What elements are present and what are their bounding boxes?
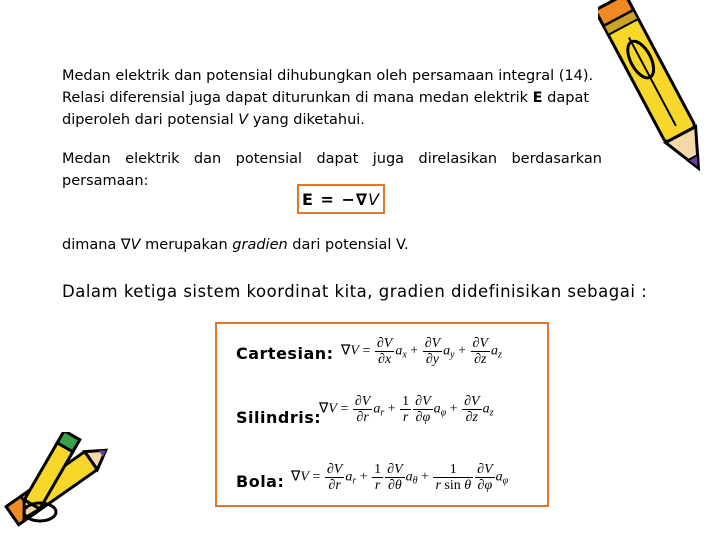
paragraph-coordinate-systems: Dalam ketiga sistem koordinat kita, gradien didefinisikan sebagai : (62, 282, 648, 301)
paragraph-gradient-def (62, 234, 409, 256)
formula-cartesian: ∇V = $\frac{\partial V}{\partial x}$ $a_x$ + $\frac{\partial V}{\partial y}$ $a_y$ + $\frac{\partial V}{\partial z}$ $a_z$ (341, 336, 502, 367)
pencils-icon (0, 432, 120, 540)
gradient-var: V (130, 237, 141, 253)
label-cartesian: Cartesian: (236, 344, 334, 363)
intro-text-end: yang diketahui. (248, 112, 365, 128)
intro-text-middle: dapat diperoleh dari potensial (62, 90, 590, 128)
formula-cylindrical: ∇V = $\frac{\partial V}{\partial r}$ $a_r$ + $\frac{1}{r}$ $\frac{\partial V}{\partial\varphi}$ $a_\varphi$ + $\frac{\partial V}{\partial z}$ $a_z$ (319, 394, 494, 425)
pencil-icon (598, 0, 716, 180)
gradient-text-start: dimana ∇ (62, 237, 131, 253)
paragraph-relation: Medan elektrik dan potensial dapat juga direlasikan berdasarkan persamaan: (62, 151, 602, 189)
gradient-equation-box (297, 184, 385, 214)
gradient-formulas-box (215, 322, 549, 507)
intro-text-start: Medan elektrik dan potensial dihubungkan oleh persamaan integral (14). Relasi diferensial juga dapat diturunkan di mana medan elektrik (62, 68, 594, 106)
electric-field-symbol: E (532, 90, 543, 106)
equation-rhs-var: V (368, 189, 380, 209)
equation-lhs: E = −∇ (302, 189, 369, 209)
gradient-text-end: dari potensial V. (287, 237, 409, 253)
formula-spherical: ∇V = $\frac{\partial V}{\partial r}$ $a_r$ + $\frac{1}{r}$ $\frac{\partial V}{\partial\theta}$ $a_\theta$ + $\frac{1}{\text{r sin θ}}$ $\frac{\partial V}{\partial\varphi}$ $a_\varphi$ (291, 462, 509, 493)
potential-symbol: V (238, 112, 249, 128)
label-silindris: Silindris: (236, 408, 322, 427)
gradient-term: gradien (232, 237, 288, 253)
gradient-text-middle: merupakan (140, 237, 233, 253)
paragraph-intro (62, 65, 607, 131)
label-bola: Bola: (236, 472, 285, 491)
